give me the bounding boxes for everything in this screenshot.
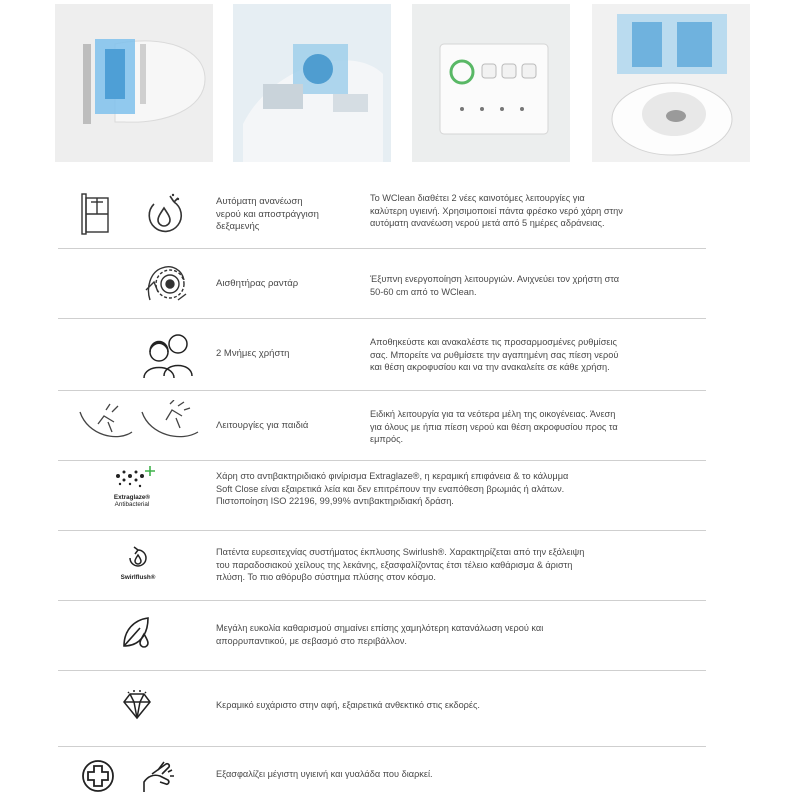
extraglaze-badge <box>100 494 164 508</box>
feature-row-ceramic <box>58 670 706 747</box>
feature-description: Μεγάλη ευκολία καθαρισμού σημαίνει επίσης χαμηλότερη κατανάλωση νερού και απορρυπαντικού, με σεβασμό στο περιβάλλον. <box>216 623 544 646</box>
feature-description: Το WClean διαθέτει 2 νέες καινοτόμες λειτουργίες για καλύτερη υγιεινή. Χρησιμοποιεί πάντα φρέσκο νερό χάρη στην αυτόματη ανανέωση νερού μετά από 5 ημέρες αδράνειας. <box>370 193 623 228</box>
extraglaze-badge-title: Extraglaze® <box>113 494 151 501</box>
product-photo-strip <box>0 0 800 170</box>
diamond-icon <box>120 690 154 725</box>
feature-description: Πατέντα ευρεσιτεχνίας συστήματος έκπλυσης Swirlush®. Χαρακτηρίζεται από την εξάλειψη του παραδοσιακού χείλους της λεκάνης, εξασφαλίζοντας έτσι τέλειο καθάρισμα & άριστη πλύση. Το πιο αθόρυβο σύστημα πλύσης στον κόσμο. <box>216 547 585 582</box>
feature-description: Χάρη στο αντιβακτηριδιακό φινίρισμα Extraglaze®, η κεραμική επιφάνεια & το κάλυμμα Soft Close είναι εξαιρετικά λεία και δεν επιτρέπουν την εναπόθεση βρωμιάς ή αλάτων. Πιστοποίηση ISO 22196, 99,99% αντιβακτηριδιακή δράση. <box>216 471 569 506</box>
feature-row-auto-refresh <box>58 180 706 249</box>
feature-description: Αποθηκεύστε και ανακαλέστε τις προσαρμοσμένες ρυθμίσεις σας. Μπορείτε να ρυθμίσετε την αγαπημένη σας πίεση νερού και θέση ακροφυσίου και να την ανακαλείτε σε κάθε χρήση. <box>370 337 619 372</box>
feature-row-eco <box>58 600 706 671</box>
nozzle-front-icon <box>140 400 200 453</box>
toilet-bowl-photo <box>592 4 750 162</box>
two-users-icon <box>142 330 194 383</box>
feature-row-radar <box>58 248 706 319</box>
feature-description: Κεραμικό ευχάριστο στην αφή, εξαιρετικά ανθεκτικό στις εκδορές. <box>216 700 480 710</box>
cleaning-hand-icon <box>140 758 176 799</box>
nozzle-rear-icon <box>78 402 134 453</box>
eco-leaf-water-icon <box>120 616 154 657</box>
medical-cross-icon <box>80 758 116 799</box>
feature-description: Ειδική λειτουργία για τα νεότερα μέλη της οικογένειας. Άνεση για όλους με ήπια πίεση νερού και θέση ακροφυσίου προς τα εμπρός. <box>370 409 618 444</box>
extraglaze-badge-subtitle: Antibacterial <box>114 501 150 508</box>
feature-label: 2 Μνήμες χρήστη <box>216 348 290 359</box>
feature-row-kids <box>58 390 706 461</box>
control-panel-photo <box>412 4 570 162</box>
feature-description: Εξασφαλίζει μέγιστη υγιεινή και γυαλάδα που διαρκεί. <box>216 769 433 779</box>
water-refresh-icon <box>144 190 184 241</box>
feature-row-user-memory <box>58 318 706 391</box>
feature-row-extraglaze <box>58 460 706 531</box>
swirlflush-logo-icon <box>124 544 152 577</box>
feature-description: Έξυπνη ενεργοποίηση λειτουργιών. Ανιχνεύει τον χρήστη στα 50-60 cm από το WClean. <box>370 274 620 297</box>
feature-label: Λειτουργίες για παιδιά <box>216 420 309 431</box>
feature-row-swirlflush <box>58 530 706 601</box>
feature-label: Αισθητήρας ραντάρ <box>216 278 299 289</box>
feature-row-hygiene <box>58 746 706 800</box>
tank-installation-photo <box>55 4 213 162</box>
radar-sensor-icon <box>142 260 192 311</box>
tank-drain-icon <box>80 192 114 243</box>
feature-label: Αυτόματη ανανέωση νερού και αποστράγγιση δεξαμενής <box>216 196 319 232</box>
mechanism-photo <box>233 4 391 162</box>
swirlflush-badge: Swirlflush® <box>120 574 156 581</box>
